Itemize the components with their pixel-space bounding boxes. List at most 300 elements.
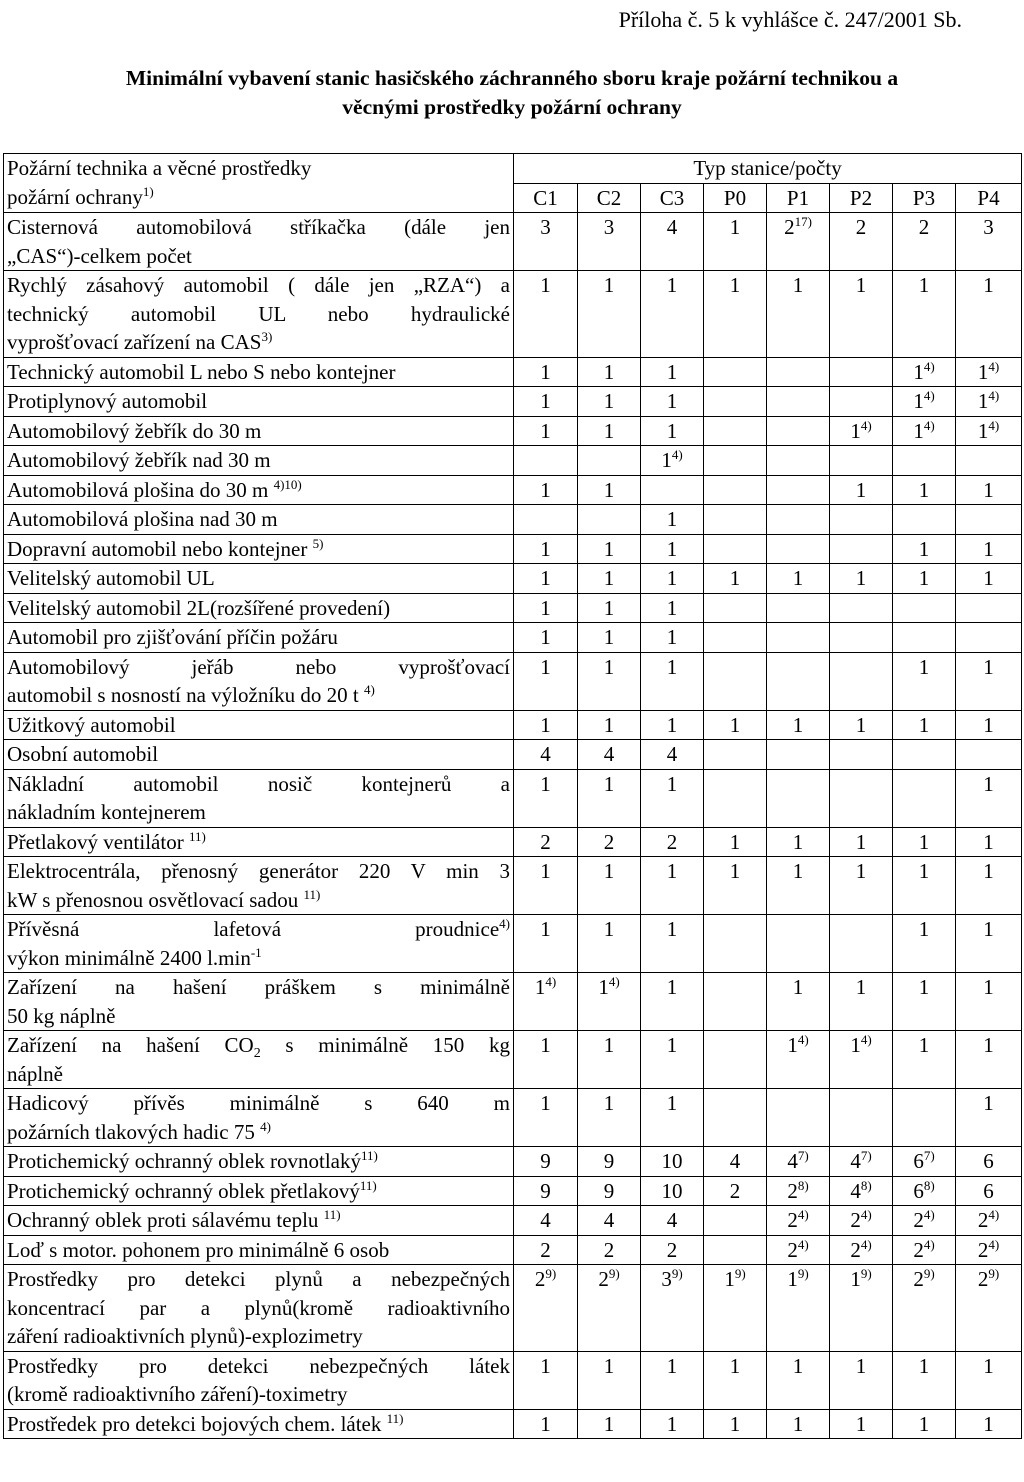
- count-cell-c2: [578, 416, 641, 446]
- column-header-p0: P0: [704, 183, 767, 213]
- item-line-text: automobil s nosností na výložníku do 20 t: [7, 683, 359, 707]
- count-cell-p0: [704, 1351, 767, 1409]
- item-line: [7, 446, 510, 475]
- count-value: 4: [603, 1208, 615, 1232]
- count-value: 1: [603, 771, 615, 796]
- table-row: [4, 416, 1022, 446]
- table-header-row: [4, 154, 1022, 184]
- count-cell-p4: [956, 740, 1022, 770]
- count-cell-p4: [956, 271, 1022, 358]
- count-cell-p0: [704, 564, 767, 594]
- item-line-text: záření radioaktivních plynů)-explozimetry: [7, 1324, 363, 1348]
- count-value: 1: [792, 273, 804, 297]
- item-line: [7, 770, 510, 799]
- count-cell-c1: [514, 1089, 578, 1147]
- count-value: 2: [850, 1237, 861, 1262]
- count-cell-p1: [767, 1147, 830, 1177]
- count-value: 1: [918, 1033, 930, 1057]
- item-line-text: Ochranný oblek proti sálavému teplu: [7, 1208, 319, 1232]
- count-cell-c3: [641, 1235, 704, 1265]
- count-value: 1: [729, 273, 741, 297]
- item-line: [7, 1147, 510, 1176]
- item-line: [7, 740, 510, 769]
- footnote-ref: 4): [988, 1236, 1000, 1252]
- count-value: 2: [540, 1237, 551, 1262]
- count-cell-c2: [578, 652, 641, 710]
- item-label: [4, 564, 514, 594]
- count-cell-c2: [578, 769, 641, 827]
- item-line-text: Protichemický ochranný oblek přetlakový: [7, 1178, 360, 1203]
- count-value: 2: [598, 1267, 609, 1291]
- count-value: 1: [850, 1267, 861, 1291]
- count-cell-p2: [830, 857, 893, 915]
- count-value: 1: [855, 829, 867, 854]
- count-cell-p3: [893, 564, 956, 594]
- table-row: [4, 1235, 1022, 1265]
- item-label: [4, 505, 514, 535]
- item-line-text: požárních tlakových hadic 75: [7, 1119, 255, 1144]
- item-line: [7, 973, 510, 1002]
- count-value: 1: [913, 389, 924, 413]
- count-cell-p2: [830, 1206, 893, 1236]
- count-cell-c1: [514, 1176, 578, 1206]
- count-value: 3: [540, 215, 551, 239]
- count-value: 1: [918, 917, 930, 941]
- count-cell-c2: [578, 1176, 641, 1206]
- item-label: [4, 973, 514, 1031]
- count-value: 4: [666, 742, 678, 766]
- count-value: 1: [724, 1267, 735, 1291]
- item-line: [7, 564, 510, 593]
- count-value: 1: [918, 975, 930, 999]
- count-cell-p1: [767, 857, 830, 915]
- count-value: 1: [540, 1353, 551, 1378]
- count-cell-p0: [704, 534, 767, 564]
- count-cell-p3: [893, 827, 956, 857]
- footnote-ref: 4): [988, 388, 1000, 403]
- column-header-p1: P1: [767, 183, 830, 213]
- item-label: [4, 1031, 514, 1089]
- item-line: [7, 213, 510, 242]
- count-cell-p0: [704, 446, 767, 476]
- item-label: [4, 623, 514, 653]
- footnote-ref: 4): [860, 1236, 872, 1252]
- footnote-ref: 8): [797, 1177, 809, 1193]
- footnote-ref: 7): [860, 1148, 872, 1163]
- count-cell-p4: [956, 416, 1022, 446]
- count-cell-p1: [767, 1031, 830, 1089]
- table-row: [4, 740, 1022, 770]
- count-value: 9: [603, 1178, 615, 1203]
- item-line: [7, 915, 510, 944]
- count-cell-p2: [830, 446, 893, 476]
- table-row: [4, 564, 1022, 594]
- count-cell-c2: [578, 740, 641, 770]
- footnote-ref: 11): [359, 1177, 377, 1193]
- count-cell-p0: [704, 1206, 767, 1236]
- count-value: 1: [666, 771, 678, 796]
- count-value: 1: [603, 1091, 615, 1115]
- count-value: 6: [913, 1178, 924, 1203]
- count-cell-c1: [514, 1147, 578, 1177]
- count-value: 1: [540, 859, 551, 883]
- footnote-ref: 4): [671, 447, 683, 462]
- item-label: [4, 213, 514, 271]
- item-line-text: Velitelský automobil 2L(rozšířené provedení): [7, 595, 391, 620]
- item-label: [4, 357, 514, 387]
- item-label: [4, 1147, 514, 1177]
- item-line: [7, 242, 510, 271]
- footnote-ref: 8): [860, 1177, 872, 1193]
- count-cell-c2: [578, 505, 641, 535]
- count-cell-p4: [956, 387, 1022, 417]
- count-cell-p2: [830, 1147, 893, 1177]
- footnote-ref: 4): [923, 417, 935, 433]
- count-cell-p2: [830, 505, 893, 535]
- count-cell-c2: [578, 710, 641, 740]
- count-cell-p0: [704, 1176, 767, 1206]
- count-cell-p2: [830, 740, 893, 770]
- footnote-ref: 11): [303, 886, 321, 902]
- equipment-table: [3, 153, 1022, 1439]
- count-cell-p0: [704, 652, 767, 710]
- count-cell-p3: [893, 1089, 956, 1147]
- item-line-text: Užitkový automobil: [7, 712, 176, 737]
- count-value: 2: [977, 1267, 989, 1291]
- count-value: 1: [983, 975, 994, 999]
- count-value: 1: [603, 536, 615, 561]
- count-value: 3: [603, 215, 615, 239]
- count-value: 1: [729, 1353, 741, 1378]
- count-value: 1: [666, 595, 678, 620]
- table-row: [4, 623, 1022, 653]
- count-cell-p1: [767, 1351, 830, 1409]
- count-cell-c2: [578, 475, 641, 505]
- count-value: 1: [792, 1411, 804, 1436]
- count-cell-p3: [893, 387, 956, 417]
- count-value: 1: [540, 418, 551, 443]
- count-cell-c1: [514, 1409, 578, 1439]
- count-cell-c3: [641, 1176, 704, 1206]
- item-line-text: technický automobil UL nebo hydraulické: [7, 301, 510, 326]
- count-cell-c3: [641, 534, 704, 564]
- count-cell-c1: [514, 505, 578, 535]
- count-cell-c3: [641, 1206, 704, 1236]
- count-cell-p2: [830, 416, 893, 446]
- count-value: 1: [918, 829, 930, 854]
- count-value: 1: [792, 829, 804, 854]
- item-label: [4, 446, 514, 476]
- count-cell-p2: [830, 769, 893, 827]
- footnote-ref: 9): [988, 1266, 1000, 1281]
- count-cell-p1: [767, 213, 830, 271]
- count-cell-c1: [514, 915, 578, 973]
- item-line-text: Cisternová automobilová stříkačka (dále jen: [7, 215, 510, 239]
- table-row: [4, 446, 1022, 476]
- item-label: [4, 534, 514, 564]
- count-value: 1: [603, 389, 615, 413]
- table-row: [4, 1206, 1022, 1236]
- count-cell-c2: [578, 387, 641, 417]
- count-cell-p1: [767, 1265, 830, 1352]
- item-line: [7, 798, 510, 827]
- count-cell-c1: [514, 623, 578, 653]
- document-title: [0, 64, 1024, 122]
- item-label: [4, 827, 514, 857]
- count-cell-p3: [893, 769, 956, 827]
- count-cell-p1: [767, 1235, 830, 1265]
- table-row: [4, 534, 1022, 564]
- count-cell-p0: [704, 857, 767, 915]
- count-cell-p3: [893, 534, 956, 564]
- count-cell-c1: [514, 1206, 578, 1236]
- count-value: 1: [603, 477, 615, 502]
- count-cell-p3: [893, 1351, 956, 1409]
- count-cell-p3: [893, 1206, 956, 1236]
- count-value: 1: [666, 389, 678, 413]
- count-value: 1: [603, 1033, 615, 1057]
- count-value: 1: [855, 859, 867, 883]
- count-cell-p0: [704, 827, 767, 857]
- count-value: 1: [983, 566, 994, 590]
- item-line-text: koncentrací par a plynů(kromě radioaktivního: [7, 1295, 510, 1320]
- count-cell-c1: [514, 357, 578, 387]
- item-line-text: Automobilový žebřík nad 30 m: [7, 448, 271, 472]
- item-line: [7, 1206, 510, 1235]
- count-value: 1: [540, 1411, 551, 1436]
- item-line-text: vyprošťovací zařízení na CAS: [7, 330, 262, 354]
- count-cell-c1: [514, 1265, 578, 1352]
- count-cell-p2: [830, 1351, 893, 1409]
- count-cell-c2: [578, 1147, 641, 1177]
- count-cell-p1: [767, 769, 830, 827]
- count-cell-c1: [514, 857, 578, 915]
- count-cell-c1: [514, 446, 578, 476]
- column-header-c1: C1: [514, 183, 578, 213]
- column-header-c3: C3: [641, 183, 704, 213]
- count-value: 2: [603, 1237, 615, 1262]
- count-value: 1: [540, 1033, 551, 1057]
- count-cell-p0: [704, 1409, 767, 1439]
- annex-reference: Příloha č. 5 k vyhlášce č. 247/2001 Sb.: [618, 7, 962, 32]
- item-line-text: Prostředek pro detekci bojových chem. látek: [7, 1411, 382, 1436]
- item-line: [7, 505, 510, 534]
- count-cell-p4: [956, 1089, 1022, 1147]
- footnote-ref: 4): [608, 974, 620, 989]
- count-value: 1: [540, 654, 551, 679]
- count-cell-p0: [704, 769, 767, 827]
- count-value: 1: [666, 536, 678, 561]
- count-value: 1: [729, 859, 741, 883]
- count-value: 2: [850, 1208, 861, 1232]
- count-cell-c2: [578, 915, 641, 973]
- count-value: 1: [603, 359, 615, 384]
- count-value: 1: [603, 1411, 615, 1436]
- count-cell-p2: [830, 593, 893, 623]
- item-line: [7, 1265, 510, 1294]
- count-cell-p2: [830, 915, 893, 973]
- count-value: 4: [729, 1149, 741, 1173]
- count-value: 1: [983, 771, 994, 796]
- count-cell-c1: [514, 416, 578, 446]
- count-cell-c1: [514, 564, 578, 594]
- count-value: 6: [983, 1149, 994, 1173]
- item-line: [7, 886, 510, 915]
- count-cell-p1: [767, 534, 830, 564]
- count-value: 1: [983, 1091, 994, 1115]
- count-cell-c1: [514, 1031, 578, 1089]
- count-cell-c2: [578, 564, 641, 594]
- count-cell-p2: [830, 623, 893, 653]
- table-row: [4, 1409, 1022, 1439]
- count-value: 9: [603, 1149, 615, 1173]
- count-value: 1: [850, 1033, 861, 1057]
- count-value: 1: [918, 1353, 930, 1378]
- count-value: 1: [666, 654, 678, 679]
- item-line: [7, 1380, 510, 1409]
- count-cell-c2: [578, 827, 641, 857]
- count-cell-c3: [641, 564, 704, 594]
- item-line: [7, 944, 510, 973]
- count-value: 1: [540, 917, 551, 941]
- count-cell-p3: [893, 623, 956, 653]
- item-line: [7, 653, 510, 682]
- table-row: [4, 593, 1022, 623]
- count-cell-c3: [641, 740, 704, 770]
- item-line-text: (kromě radioaktivního záření)-toximetry: [7, 1382, 348, 1406]
- count-value: 1: [855, 566, 867, 590]
- count-cell-p3: [893, 213, 956, 271]
- count-value: 1: [983, 1033, 994, 1057]
- count-cell-p4: [956, 915, 1022, 973]
- count-cell-p1: [767, 475, 830, 505]
- footnote-ref: 4): [860, 1032, 872, 1047]
- count-value: 10: [661, 1149, 683, 1173]
- count-value: 2: [534, 1267, 546, 1291]
- footnote-ref: 3): [261, 329, 273, 344]
- count-cell-p4: [956, 710, 1022, 740]
- item-label: [4, 710, 514, 740]
- footnote-ref: 4): [988, 1207, 1000, 1222]
- count-value: 4: [666, 1208, 678, 1232]
- count-cell-p2: [830, 564, 893, 594]
- count-value: 1: [977, 359, 989, 384]
- title-line-1: Minimální vybavení stanic hasičského záchranného sboru kraje požární technikou a: [125, 66, 899, 90]
- count-cell-p4: [956, 475, 1022, 505]
- count-cell-p3: [893, 740, 956, 770]
- count-cell-c2: [578, 973, 641, 1031]
- count-cell-p0: [704, 973, 767, 1031]
- footnote-ref: 4): [797, 1236, 809, 1252]
- footnote-ref: 4): [797, 1207, 809, 1222]
- count-cell-p4: [956, 857, 1022, 915]
- count-cell-p0: [704, 1265, 767, 1352]
- item-line: [7, 1410, 510, 1439]
- count-value: 4: [850, 1178, 861, 1203]
- item-line-text: kW s přenosnou osvětlovací sadou: [7, 887, 299, 912]
- count-value: 1: [918, 536, 930, 561]
- count-value: 1: [666, 975, 678, 999]
- count-cell-p3: [893, 416, 956, 446]
- item-line-text: Prostředky pro detekci nebezpečných látek: [7, 1353, 510, 1378]
- count-value: 1: [855, 1353, 867, 1378]
- count-value: 1: [603, 917, 615, 941]
- footnote-ref: 4): [499, 916, 510, 931]
- count-value: 1: [729, 566, 741, 590]
- item-line: [7, 358, 510, 387]
- table-row: [4, 652, 1022, 710]
- count-cell-c1: [514, 740, 578, 770]
- footnote-ref: 4): [923, 1207, 935, 1222]
- count-value: 2: [977, 1237, 989, 1262]
- count-cell-c1: [514, 1351, 578, 1409]
- count-cell-c3: [641, 623, 704, 653]
- count-value: 1: [918, 273, 930, 297]
- count-value: 1: [540, 625, 551, 649]
- count-cell-c2: [578, 271, 641, 358]
- table-row: [4, 387, 1022, 417]
- count-cell-p2: [830, 387, 893, 417]
- count-cell-c3: [641, 1351, 704, 1409]
- item-line-text: Automobilová plošina do 30 m: [7, 477, 269, 502]
- item-label: [4, 740, 514, 770]
- count-cell-p3: [893, 1031, 956, 1089]
- item-line-text: Osobní automobil: [7, 742, 159, 766]
- item-line-text: Hadicový přívěs minimálně s 640 m: [7, 1091, 510, 1115]
- item-line: [7, 1089, 510, 1118]
- count-cell-p3: [893, 1265, 956, 1352]
- item-line-text: Nákladní automobil nosič kontejnerů a: [7, 771, 510, 796]
- item-line: [7, 535, 510, 564]
- item-line-text: výkon minimálně 2400 l.min: [7, 945, 251, 970]
- count-cell-p1: [767, 710, 830, 740]
- count-cell-p4: [956, 564, 1022, 594]
- count-cell-c3: [641, 357, 704, 387]
- count-cell-p1: [767, 915, 830, 973]
- item-line-text: náplně: [7, 1061, 63, 1086]
- count-cell-p1: [767, 1206, 830, 1236]
- count-value: 4: [850, 1149, 861, 1173]
- footnote-ref: 9): [734, 1266, 746, 1281]
- count-value: 10: [661, 1178, 683, 1203]
- count-value: 1: [983, 859, 994, 883]
- count-cell-p3: [893, 915, 956, 973]
- count-cell-p1: [767, 357, 830, 387]
- count-cell-p0: [704, 915, 767, 973]
- count-cell-c2: [578, 1351, 641, 1409]
- count-value: 4: [603, 742, 615, 766]
- footnote-ref: 4): [797, 1032, 809, 1047]
- count-cell-p1: [767, 1089, 830, 1147]
- count-cell-c3: [641, 387, 704, 417]
- item-label: [4, 387, 514, 417]
- count-cell-p0: [704, 416, 767, 446]
- item-label: [4, 857, 514, 915]
- count-cell-p1: [767, 446, 830, 476]
- count-cell-p0: [704, 475, 767, 505]
- count-cell-p4: [956, 1235, 1022, 1265]
- item-label: [4, 915, 514, 973]
- item-line: [7, 1236, 510, 1265]
- count-value: 1: [983, 654, 994, 679]
- count-value: 1: [918, 566, 930, 590]
- count-value: 2: [918, 215, 930, 239]
- count-value: 1: [792, 975, 804, 999]
- count-cell-c3: [641, 213, 704, 271]
- count-cell-p4: [956, 1031, 1022, 1089]
- count-value: 1: [977, 418, 989, 443]
- item-line-text: Prostředky pro detekci plynů a nebezpečných: [7, 1267, 510, 1291]
